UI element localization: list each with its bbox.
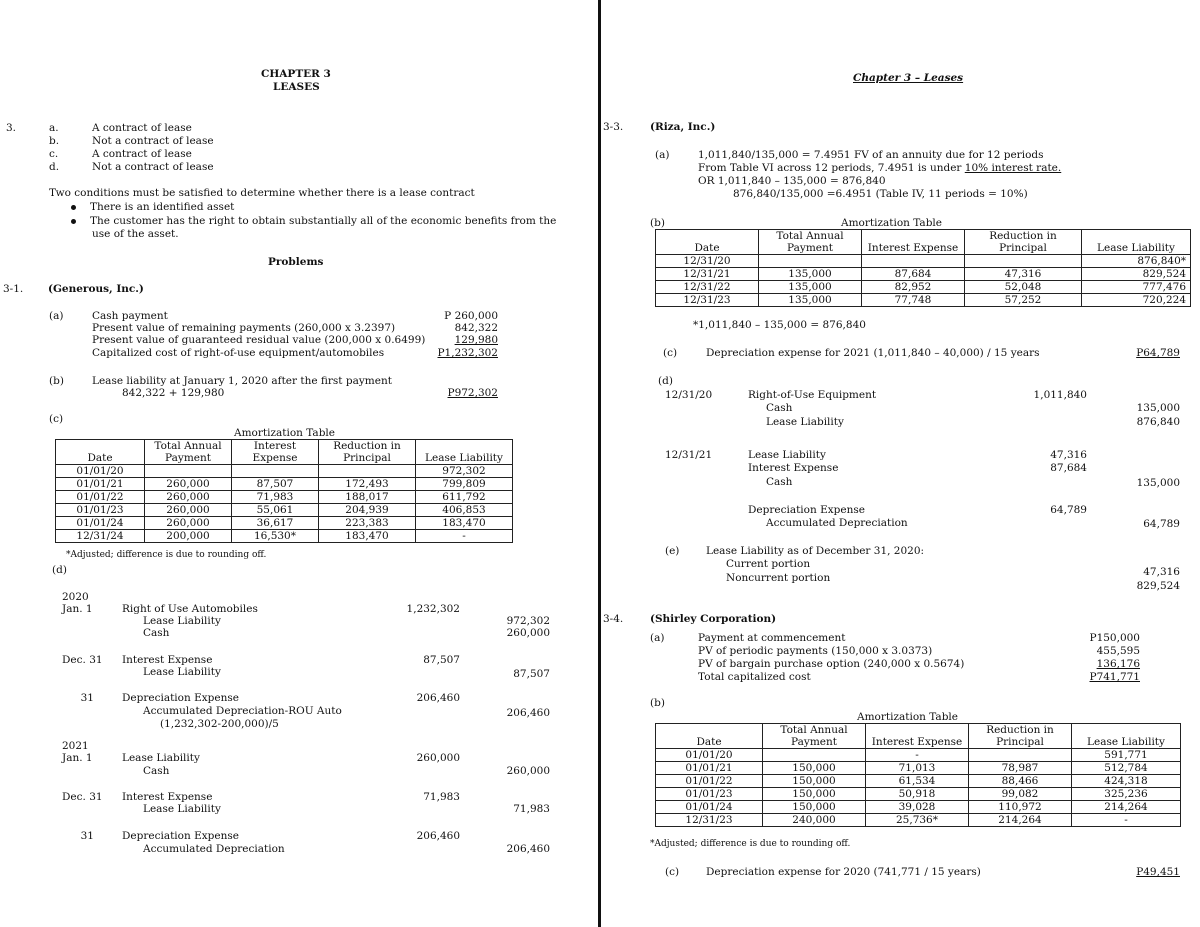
table-cell: 135,000 [759,294,862,307]
answer-text: Not a contract of lease [92,135,214,147]
table-cell: 01/01/21 [56,478,145,491]
table-cell: 135,000 [759,268,862,281]
table-footnote: *1,011,840 – 135,000 = 876,840 [693,319,866,331]
table-cell: 188,017 [319,491,416,504]
journal-date: Jan. 1 [62,603,93,615]
calc-amount: P150,000 [1089,632,1140,644]
table-cell: 150,000 [763,801,866,814]
answer-text: A contract of lease [92,148,192,160]
table-cell: 01/01/23 [56,504,145,517]
table-cell [759,255,862,268]
table-row [56,491,513,504]
part-label: (c) [49,413,64,425]
journal-credit: 206,460 [506,843,550,855]
calc-label: OR 1,011,840 – 135,000 = 876,840 [698,175,886,187]
calc-label: Capitalized cost of right-of-use equipment/automobiles [92,347,385,359]
journal-date: Dec. 31 [62,791,103,803]
table-cell: 01/01/22 [656,775,763,788]
section-title: Lease Liability as of December 31, 2020: [706,545,925,557]
part-label: (a) [655,149,670,161]
journal-date: 31 [80,692,94,704]
column-header: Date [56,440,145,465]
table-cell: 172,493 [319,478,416,491]
journal-credit: 206,460 [506,707,550,719]
table-cell: 71,983 [232,491,319,504]
journal-date: Dec. 31 [62,654,103,666]
part-label: (b) [650,697,665,709]
calc-amount: 842,322 [454,322,498,334]
journal-credit: 64,789 [1143,518,1180,530]
table-row [656,775,1181,788]
part-label: (b) [650,217,665,229]
problem-title: (Riza, Inc.) [650,121,716,133]
journal-account: Accumulated Depreciation-ROU Auto [143,705,342,717]
table-cell: 223,383 [319,517,416,530]
table-cell: 972,302 [416,465,513,478]
table-cell: 16,530* [232,530,319,543]
journal-credit: 972,302 [506,615,550,627]
table-header-row [656,724,1181,749]
journal-account: Interest Expense [748,462,839,474]
table-cell: 777,476 [1082,281,1191,294]
table-row [656,788,1181,801]
table-cell: 71,013 [866,762,969,775]
journal-account: Right of Use Automobiles [122,603,258,615]
problem-number: 3-1. [3,283,24,295]
table-cell: 01/01/24 [56,517,145,530]
part-label: (d) [658,375,673,387]
calc-label: Payment at commencement [698,632,846,644]
calc-amount: 829,524 [1136,580,1180,592]
table-cell: 325,236 [1072,788,1181,801]
part-label: (a) [49,310,64,322]
column-header: Lease Liability [416,440,513,465]
calc-label: PV of bargain purchase option (240,000 x 0.5674) [698,658,965,670]
table-cell: 12/31/24 [56,530,145,543]
journal-account: Lease Liability [122,752,200,764]
page-header: Chapter 3 – Leases [853,72,964,84]
table-cell: 87,507 [232,478,319,491]
calc-total: P49,451 [1136,866,1180,878]
table-cell: 204,939 [319,504,416,517]
calc-label: Noncurrent portion [726,572,831,584]
journal-credit: 71,983 [513,803,550,815]
part-label: (d) [52,564,67,576]
question-number: 3. [6,122,17,134]
part-label: (a) [650,632,665,644]
table-cell [969,749,1072,762]
table-cell: - [866,749,969,762]
table-cell: 183,470 [416,517,513,530]
journal-account: Right-of-Use Equipment [748,389,877,401]
table-cell: 55,061 [232,504,319,517]
table-cell: 424,318 [1072,775,1181,788]
journal-credit: 876,840 [1136,416,1180,428]
table-cell: 99,082 [969,788,1072,801]
column-header: Lease Liability [1072,724,1181,749]
table-cell: 876,840* [1082,255,1191,268]
table-cell: 183,470 [319,530,416,543]
amortization-table [655,723,1181,827]
table-cell: 150,000 [763,762,866,775]
journal-account: Lease Liability [143,615,221,627]
problem-number: 3-4. [603,613,624,625]
table-cell: 12/31/23 [656,294,759,307]
calc-label: Total capitalized cost [698,671,811,683]
calc-label: 876,840/135,000 =6.4951 (Table IV, 11 periods = 10%) [733,188,1028,200]
table-cell: 260,000 [145,517,232,530]
journal-credit: 87,507 [513,668,550,680]
table-footnote: *Adjusted; difference is due to rounding off. [66,550,267,560]
table-row [656,814,1181,827]
table-cell: 52,048 [965,281,1082,294]
calc-total: P741,771 [1089,671,1140,683]
table-cell: 12/31/21 [656,268,759,281]
table-cell: 39,028 [866,801,969,814]
table-cell [145,465,232,478]
problem-title: (Shirley Corporation) [650,613,777,625]
column-header: Total Annual Payment [763,724,866,749]
table-row [656,268,1191,281]
chapter-subject: LEASES [273,81,320,93]
part-label: (c) [663,347,678,359]
table-row [56,517,513,530]
table-row [56,478,513,491]
answer-letter: b. [49,135,60,147]
table-cell: 150,000 [763,775,866,788]
journal-debit: 206,460 [416,830,460,842]
table-cell: - [1072,814,1181,827]
table-row [56,504,513,517]
journal-debit: 47,316 [1050,449,1087,461]
calc-total: P972,302 [447,387,498,399]
table-cell: 57,252 [965,294,1082,307]
column-header: Reduction in Principal [969,724,1072,749]
table-row [656,762,1181,775]
table-cell: 214,264 [969,814,1072,827]
table-cell: 12/31/23 [656,814,763,827]
table-cell: 47,316 [965,268,1082,281]
calc-amount: 455,595 [1096,645,1140,657]
column-header: Total Annual Payment [145,440,232,465]
table-title: Amortization Table [234,427,335,439]
answer-letter: a. [49,122,59,134]
table-cell: 01/01/20 [656,749,763,762]
table-cell: 01/01/20 [56,465,145,478]
column-header: Total Annual Payment [759,230,862,255]
table-cell [965,255,1082,268]
problem-title: (Generous, Inc.) [48,283,144,295]
table-cell [763,749,866,762]
table-cell: 82,952 [862,281,965,294]
table-cell: 110,972 [969,801,1072,814]
page-divider [598,0,601,927]
table-cell [319,465,416,478]
part-label: (b) [49,375,64,387]
column-header: Lease Liability [1082,230,1191,255]
calc-amount: P 260,000 [444,310,498,322]
table-cell: 512,784 [1072,762,1181,775]
journal-date: Jan. 1 [62,752,93,764]
journal-account: Cash [766,402,793,414]
table-cell: 611,792 [416,491,513,504]
problem-number: 3-3. [603,121,624,133]
table-title: Amortization Table [857,711,958,723]
journal-note: (1,232,302-200,000)/5 [160,718,279,730]
table-cell: 260,000 [145,491,232,504]
calc-label: PV of periodic payments (150,000 x 3.0373) [698,645,933,657]
journal-account: Cash [143,765,170,777]
journal-debit: 87,507 [423,654,460,666]
left-page [0,0,598,927]
calc-total: P64,789 [1136,347,1180,359]
part-label: (c) [665,866,680,878]
table-cell: 12/31/22 [656,281,759,294]
journal-account: Accumulated Depreciation [766,517,908,529]
calc-label: Present value of guaranteed residual value (200,000 x 0.6499) [92,334,426,346]
journal-date: 12/31/21 [665,449,713,461]
table-cell: 01/01/21 [656,762,763,775]
answer-text: Not a contract of lease [92,161,214,173]
journal-debit: 206,460 [416,692,460,704]
column-header: Date [656,724,763,749]
table-cell: 25,736* [866,814,969,827]
calc-amount: 129,980 [454,334,498,346]
table-cell: 591,771 [1072,749,1181,762]
journal-account: Lease Liability [766,416,844,428]
table-cell: 77,748 [862,294,965,307]
column-header: Reduction in Principal [965,230,1082,255]
table-row [56,530,513,543]
table-cell: - [416,530,513,543]
table-row [656,801,1181,814]
calc-label: Depreciation expense for 2021 (1,011,840 – 40,000) / 15 years [706,347,1040,359]
amortization-table [655,229,1191,307]
part-label: (e) [665,545,680,557]
column-header: Interest Expense [232,440,319,465]
table-cell: 720,224 [1082,294,1191,307]
bullet-continuation: use of the asset. [92,228,179,240]
calc-label: 842,322 + 129,980 [122,387,225,399]
calc-label: 1,011,840/135,000 = 7.4951 FV of an annuity due for 12 periods [698,149,1044,161]
table-cell: 799,809 [416,478,513,491]
table-title: Amortization Table [841,217,942,229]
table-cell [862,255,965,268]
table-cell [232,465,319,478]
journal-credit: 260,000 [506,627,550,639]
conditions-intro: Two conditions must be satisfied to determine whether there is a lease contract [49,187,475,199]
journal-credit: 135,000 [1136,477,1180,489]
calc-label: From Table VI across 12 periods, 7.4951 is under 10% interest rate. [698,162,1062,174]
journal-account: Depreciation Expense [122,830,239,842]
table-row [656,749,1181,762]
right-page [603,0,1200,927]
table-cell: 214,264 [1072,801,1181,814]
table-row [656,255,1191,268]
table-row [656,294,1191,307]
journal-account: Accumulated Depreciation [143,843,285,855]
table-cell: 01/01/22 [56,491,145,504]
calc-label: Cash payment [92,310,168,322]
answer-letter: c. [49,148,59,160]
answer-text: A contract of lease [92,122,192,134]
table-footnote: *Adjusted; difference is due to rounding off. [650,839,851,849]
calc-label: Current portion [726,558,811,570]
table-cell: 61,534 [866,775,969,788]
calc-total: P1,232,302 [437,347,498,359]
table-cell: 135,000 [759,281,862,294]
calc-amount: 136,176 [1096,658,1140,670]
amortization-table [55,439,513,543]
journal-debit: 1,011,840 [1033,389,1087,401]
journal-account: Lease Liability [143,803,221,815]
journal-account: Lease Liability [143,666,221,678]
table-cell: 12/31/20 [656,255,759,268]
journal-date: 2020 [62,591,89,603]
table-cell: 50,918 [866,788,969,801]
table-cell: 36,617 [232,517,319,530]
answer-letter: d. [49,161,60,173]
column-header: Date [656,230,759,255]
bullet-icon [71,219,76,224]
table-header-row [656,230,1191,255]
journal-account: Cash [143,627,170,639]
table-cell: 87,684 [862,268,965,281]
column-header: Interest Expense [862,230,965,255]
chapter-number: CHAPTER 3 [261,68,331,80]
journal-debit: 87,684 [1050,462,1087,474]
problems-heading: Problems [268,256,324,268]
journal-account: Interest Expense [122,654,213,666]
table-cell: 240,000 [763,814,866,827]
table-cell: 88,466 [969,775,1072,788]
journal-date: 31 [80,830,94,842]
table-row [56,465,513,478]
bullet-item: There is an identified asset [71,201,234,214]
table-cell: 406,853 [416,504,513,517]
journal-account: Lease Liability [748,449,826,461]
journal-credit: 135,000 [1136,402,1180,414]
table-header-row [56,440,513,465]
journal-date: 2021 [62,740,89,752]
journal-account: Cash [766,476,793,488]
journal-debit: 260,000 [416,752,460,764]
journal-credit: 260,000 [506,765,550,777]
calc-label: Present value of remaining payments (260,000 x 3.2397) [92,322,396,334]
calc-label: Depreciation expense for 2020 (741,771 / 15 years) [706,866,981,878]
table-row [656,281,1191,294]
table-cell: 78,987 [969,762,1072,775]
bullet-icon [71,205,76,210]
table-cell: 829,524 [1082,268,1191,281]
table-cell: 260,000 [145,478,232,491]
calc-amount: 47,316 [1143,566,1180,578]
table-cell: 260,000 [145,504,232,517]
column-header: Interest Expense [866,724,969,749]
journal-debit: 71,983 [423,791,460,803]
table-cell: 200,000 [145,530,232,543]
journal-date: 12/31/20 [665,389,713,401]
journal-debit: 64,789 [1050,504,1087,516]
journal-account: Interest Expense [122,791,213,803]
bullet-item: The customer has the right to obtain substantially all of the economic benefits from the [71,215,556,228]
journal-account: Depreciation Expense [122,692,239,704]
table-cell: 01/01/24 [656,801,763,814]
journal-account: Depreciation Expense [748,504,865,516]
journal-debit: 1,232,302 [406,603,460,615]
calc-label: Lease liability at January 1, 2020 after the first payment [92,375,392,387]
column-header: Reduction in Principal [319,440,416,465]
table-cell: 150,000 [763,788,866,801]
table-cell: 01/01/23 [656,788,763,801]
